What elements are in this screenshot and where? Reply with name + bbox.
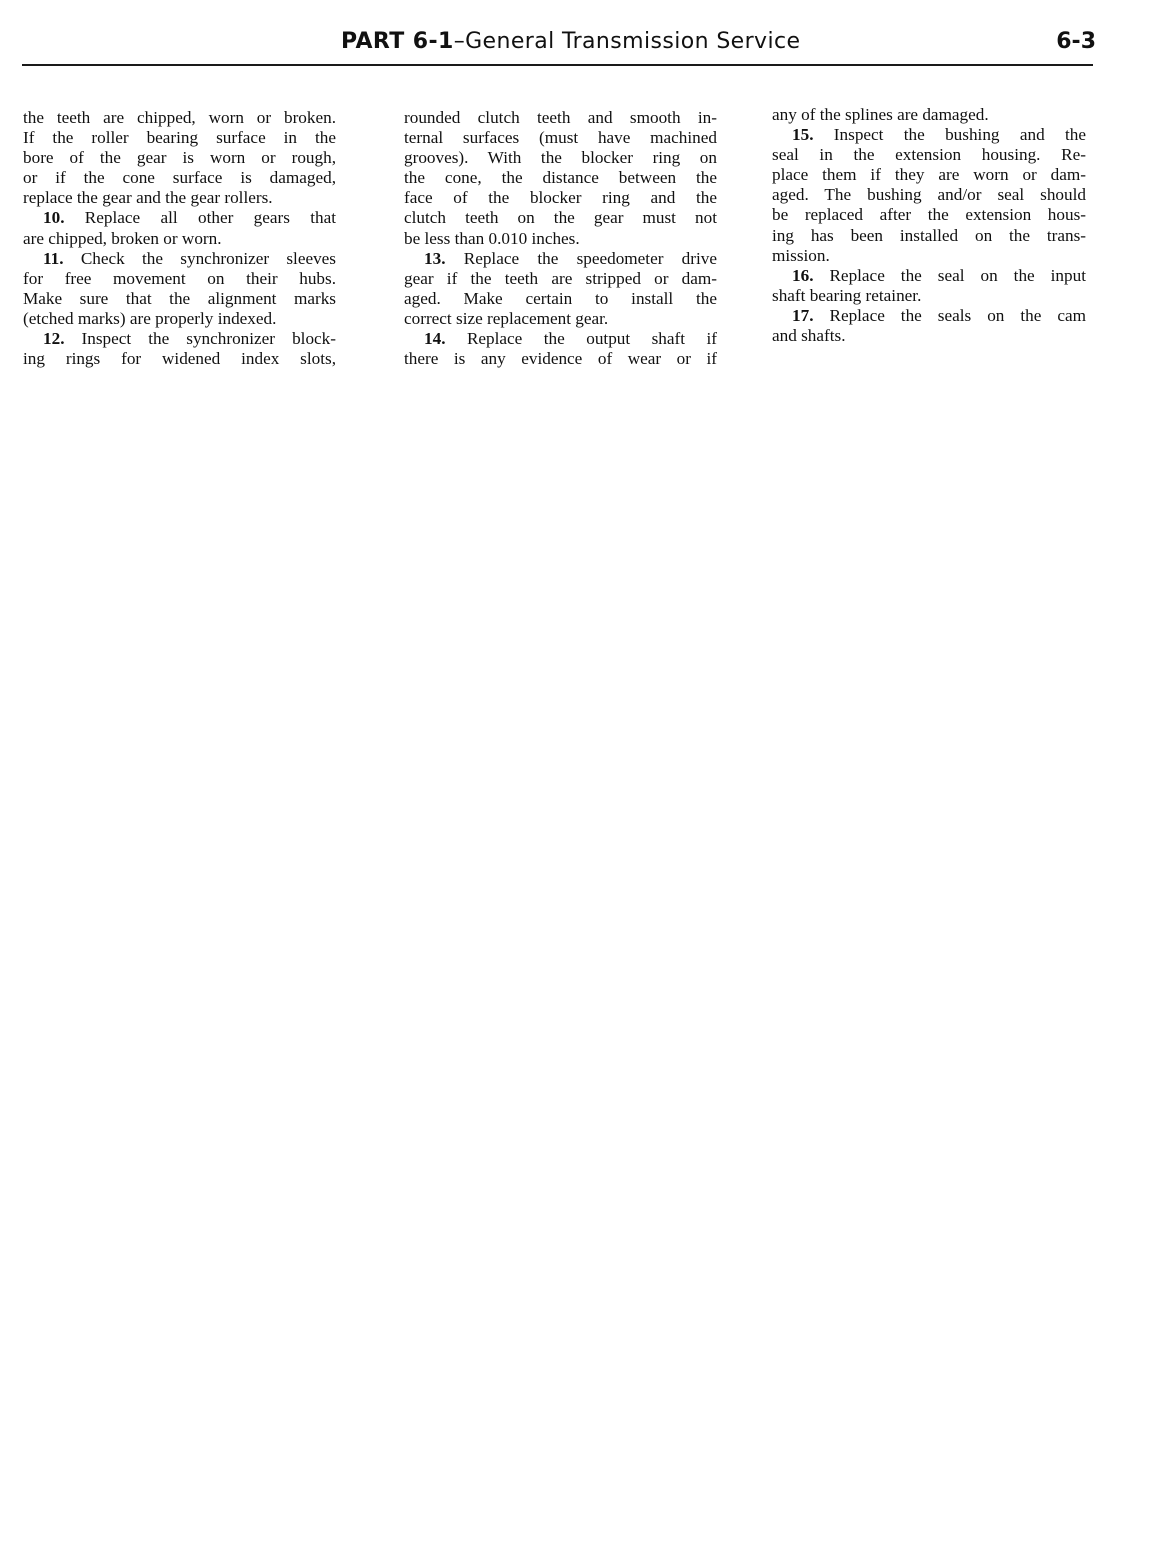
step-number: 13. — [424, 248, 446, 268]
line-text: bore of the gear is worn or rough, — [23, 148, 336, 168]
page-number: 6-3 — [1056, 29, 1096, 54]
text-line — [772, 145, 1086, 165]
text-line — [404, 128, 717, 148]
text-line — [772, 105, 1086, 125]
line-text: are chipped, broken or worn. — [23, 228, 222, 248]
text-line — [772, 266, 1086, 286]
line-text: be replaced after the extension hous- — [772, 205, 1086, 225]
text-line — [772, 226, 1086, 246]
running-head-title — [341, 29, 800, 54]
line-text: Inspect the synchronizer block- — [64, 329, 336, 349]
text-line — [23, 289, 336, 309]
text-line — [404, 208, 717, 228]
line-text: and shafts. — [772, 326, 846, 346]
text-column-3 — [772, 105, 1086, 346]
line-text: replace the gear and the gear rollers. — [23, 188, 273, 208]
text-column-2 — [404, 108, 717, 369]
line-text: the teeth are chipped, worn or broken. — [23, 108, 336, 127]
text-line — [404, 229, 717, 249]
line-text: Make sure that the alignment marks — [23, 288, 336, 308]
line-text: clutch teeth on the gear must not — [404, 208, 717, 228]
line-text: Replace the output shaft if — [445, 329, 717, 349]
text-line — [404, 148, 717, 168]
line-text: Replace the speedometer drive — [445, 248, 717, 268]
line-text: any of the splines are damaged. — [772, 105, 989, 124]
line-text: correct size replacement gear. — [404, 308, 609, 328]
line-text: aged. Make certain to install the — [404, 288, 717, 308]
step-number: 11. — [43, 248, 64, 268]
text-line — [772, 286, 1086, 306]
line-text: ing rings for widened index slots, — [23, 349, 336, 369]
line-text: ing has been installed on the trans- — [772, 225, 1086, 245]
text-line — [404, 329, 717, 349]
line-text: gear if the teeth are stripped or dam- — [404, 268, 717, 288]
text-line — [772, 326, 1086, 346]
line-text: shaft bearing retainer. — [772, 285, 922, 305]
text-line — [23, 148, 336, 168]
text-line — [23, 168, 336, 188]
step-number: 15. — [792, 125, 814, 145]
line-text: Replace all other gears that — [64, 208, 336, 228]
text-line — [404, 108, 717, 128]
text-line — [772, 165, 1086, 185]
text-line — [404, 289, 717, 309]
line-text: there is any evidence of wear or if — [404, 349, 717, 369]
text-column-1 — [23, 108, 336, 369]
line-text: ternal surfaces (must have machined — [404, 128, 717, 148]
step-number: 12. — [43, 329, 65, 349]
text-line — [772, 205, 1086, 225]
text-line — [772, 306, 1086, 326]
line-text: grooves). With the blocker ring on — [404, 148, 717, 168]
part-label: PART 6-1 — [341, 29, 454, 54]
text-line — [404, 349, 717, 369]
step-number: 14. — [424, 329, 446, 349]
text-line — [404, 188, 717, 208]
text-line — [23, 108, 336, 128]
text-line — [772, 246, 1086, 266]
step-number: 16. — [792, 265, 814, 285]
page-header — [0, 0, 1164, 70]
text-line — [23, 128, 336, 148]
text-line — [404, 249, 717, 269]
line-text: place them if they are worn or dam- — [772, 165, 1086, 185]
line-text: aged. The bushing and/or seal should — [772, 185, 1086, 205]
text-line — [23, 208, 336, 228]
line-text: the cone, the distance between the — [404, 168, 717, 188]
text-line — [23, 329, 336, 349]
line-text: rounded clutch teeth and smooth in- — [404, 108, 717, 127]
text-line — [23, 188, 336, 208]
line-text: Inspect the bushing and the — [813, 125, 1086, 145]
line-text: (etched marks) are properly indexed. — [23, 308, 277, 328]
line-text: If the roller bearing surface in the — [23, 128, 336, 148]
text-line — [772, 125, 1086, 145]
line-text: face of the blocker ring and the — [404, 188, 717, 208]
text-line — [23, 269, 336, 289]
line-text: be less than 0.010 inches. — [404, 228, 580, 248]
text-line — [23, 229, 336, 249]
line-text: Replace the seals on the cam — [813, 305, 1086, 325]
line-text: or if the cone surface is damaged, — [23, 168, 336, 188]
line-text: mission. — [772, 245, 830, 265]
text-line — [23, 249, 336, 269]
text-line — [772, 185, 1086, 205]
text-line — [404, 309, 717, 329]
text-line — [404, 168, 717, 188]
line-text: Replace the seal on the input — [813, 265, 1086, 285]
line-text: for free movement on their hubs. — [23, 268, 336, 288]
line-text: seal in the extension housing. Re- — [772, 145, 1086, 165]
title-dash: – — [453, 29, 466, 54]
step-number: 17. — [792, 305, 814, 325]
step-number: 10. — [43, 208, 65, 228]
text-line — [23, 349, 336, 369]
section-title: General Transmission Service — [465, 29, 801, 54]
text-line — [23, 309, 336, 329]
text-line — [404, 269, 717, 289]
header-rule — [22, 64, 1093, 66]
line-text: Check the synchronizer sleeves — [63, 248, 336, 268]
